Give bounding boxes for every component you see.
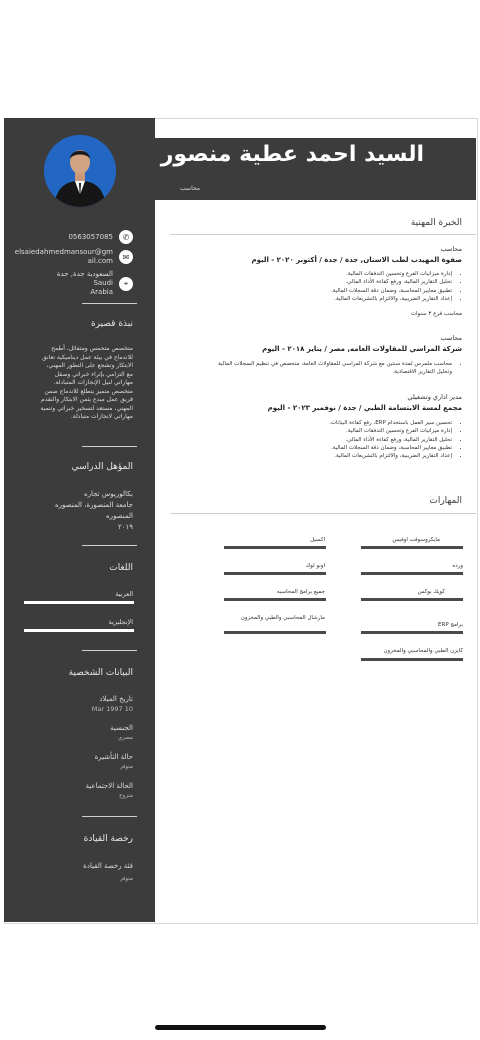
education-university: جامعة المنصورة، المنصوره bbox=[55, 501, 133, 509]
job-2-company: شركة المراسي للمقاولات العامه, مصر / يناير ٢٠١٨ - اليوم bbox=[262, 345, 462, 353]
field-value: متوفر bbox=[119, 764, 133, 770]
license-info bbox=[83, 860, 133, 886]
profile-title: نبذة قصيرة bbox=[90, 319, 133, 329]
name-header bbox=[155, 138, 476, 200]
skills-title: المهارات bbox=[429, 496, 462, 506]
job-2-duties bbox=[218, 360, 462, 377]
field-label: الحالة الاجتماعية bbox=[85, 782, 133, 790]
personal-title: البيانات الشخصية bbox=[68, 668, 133, 678]
education-text bbox=[55, 489, 133, 533]
language-arabic: العربية bbox=[115, 590, 133, 598]
profile-line: متخصص متحمس ومتفائل، أطمح bbox=[51, 345, 133, 352]
language-level-bar bbox=[24, 629, 134, 632]
languages-title: اللغات bbox=[109, 563, 133, 573]
skill-label: اونو لوك bbox=[305, 563, 325, 569]
job-title: محاسب bbox=[180, 185, 200, 192]
divider bbox=[82, 446, 137, 447]
address-line-1: السعودية جدة, جدة bbox=[56, 270, 113, 278]
language-english: الإنجليزية bbox=[108, 618, 133, 626]
duty-item-continued: وتحليل التقارير الاقتصادية. bbox=[392, 369, 452, 376]
skill-level-bar bbox=[361, 598, 463, 601]
profile-line: فريق عمل مبدع يثمن الابتكار والتقدم bbox=[41, 396, 133, 403]
skill-label: ورده bbox=[452, 563, 463, 569]
profile-line: مهاراتي لانجازات متبادلة. bbox=[70, 413, 133, 420]
job-1-company: صفوة المهيدب لطب الاسنان, جدة / جدة / أكتوبر ٢٠٢٠ - اليوم bbox=[251, 256, 462, 264]
duty-item: • إعداد التقارير الضريبية، والالتزام بالتشريعات المالية. bbox=[329, 452, 452, 460]
personal-dob bbox=[92, 694, 133, 714]
address-line-3: Arabia bbox=[90, 288, 113, 296]
education-city: المنصوره bbox=[106, 512, 133, 520]
email-line-1: elsaiedahmedmansour@gm bbox=[14, 248, 113, 256]
person-name: السيد احمد عطية منصور bbox=[160, 142, 424, 167]
skill-level-bar bbox=[361, 546, 463, 549]
license-value: متوفر bbox=[119, 876, 133, 882]
duty-item: • تحسين سير العمل باستخدام ERP، رفع كفاءة البيانات. bbox=[329, 419, 452, 427]
email-text bbox=[15, 248, 113, 266]
duty-item: • تحليل التقارير المالية، ورفع كفاءة الأداء المالي. bbox=[331, 278, 452, 286]
education-year: ٢٠١٩ bbox=[117, 523, 133, 531]
duty-item: • إدارة ميزانيات الفرع وتحسين التدفقات المالية. bbox=[331, 270, 452, 278]
experience-title: الخبرة المهنية bbox=[410, 218, 462, 228]
skill-label: جميع برامج المحاسبه bbox=[276, 589, 325, 595]
job-1-duties bbox=[331, 270, 462, 303]
skill-level-bar bbox=[361, 658, 463, 661]
duty-item: • إدارة ميزانيات الفرع وتحسين التدفقات المالية. bbox=[329, 427, 452, 435]
education-title: المؤهل الدراسي bbox=[71, 462, 133, 472]
job-2-role: محاسب bbox=[440, 334, 462, 342]
section-divider bbox=[170, 234, 476, 235]
skill-label: كويك بوكس bbox=[417, 589, 445, 595]
divider bbox=[82, 816, 137, 817]
license-label: فئة رخصة القيادة bbox=[83, 862, 133, 870]
education-degree: بكالوريوس تجاره bbox=[83, 490, 133, 498]
divider bbox=[82, 303, 137, 304]
profile-line: للاندماج في بيئة عمل ديناميكية تعانق bbox=[41, 353, 133, 361]
contact-address bbox=[57, 270, 133, 297]
sidebar bbox=[4, 118, 155, 922]
contact-email[interactable] bbox=[15, 248, 133, 266]
duty-item: • محاسب ملمرس لمدة سنتين مع شركة المراسي للمقاولات العامة، متخصص في تنظيم السجلات المالية bbox=[218, 360, 452, 368]
skill-label: برامج ERP bbox=[438, 622, 463, 628]
job-3-duties bbox=[329, 419, 462, 460]
profile-text bbox=[18, 345, 133, 422]
field-label: حالة التأشيرة bbox=[94, 753, 133, 761]
job-3-role: مدير اداري وتشغيلي bbox=[407, 393, 462, 401]
location-icon: ⌖ bbox=[119, 277, 133, 291]
language-level-bar bbox=[24, 601, 134, 604]
email-line-2: ail.com bbox=[87, 257, 113, 265]
field-value: متزوج bbox=[119, 793, 133, 799]
duty-item: • تطبيق معايير المحاسبة، وضمان دقة السجلات المالية. bbox=[329, 444, 452, 452]
profile-line: المهني، مستعد لتسخير خبراتي وتنمية bbox=[40, 404, 133, 412]
profile-line: مهاراتي لنيل الإنجازات المتبادلة. bbox=[53, 379, 133, 386]
skill-level-bar bbox=[361, 631, 463, 634]
field-label: الجنسية bbox=[110, 724, 133, 732]
duty-item: • إعداد التقارير الضريبية، والالتزام بالتشريعات المالية. bbox=[331, 295, 452, 303]
duty-item: • تحليل التقارير المالية، ورفع كفاءة الأداء المالي. bbox=[329, 436, 452, 444]
phone-text: 0563057085 bbox=[68, 232, 113, 241]
divider bbox=[82, 545, 137, 546]
phone-icon: ✆ bbox=[119, 230, 133, 244]
profile-line: متخصص متميز يتطلع للاندماج ضمن bbox=[44, 387, 133, 395]
personal-marital bbox=[86, 781, 133, 801]
field-value: 10 Mar 1997 bbox=[91, 705, 133, 713]
skill-label: كايزن الطبي والمحاسبي والمخزون bbox=[383, 648, 463, 654]
field-label: تاريخ الميلاد bbox=[99, 695, 133, 703]
skill-level-bar bbox=[224, 598, 326, 601]
profile-line: مع التزامي بإثراء خبراتي وصقل bbox=[54, 370, 133, 378]
divider bbox=[82, 650, 137, 651]
profile-line: الابتكار وتشجع على التطور المهني، bbox=[46, 362, 133, 369]
skill-level-bar bbox=[361, 572, 463, 575]
license-title: رخصة القيادة bbox=[83, 834, 133, 844]
job-1-note: محاسب فرع ٣ سنوات bbox=[410, 311, 462, 317]
skill-level-bar bbox=[224, 546, 326, 549]
avatar-figure bbox=[44, 135, 116, 207]
skill-level-bar bbox=[224, 631, 326, 634]
contact-phone[interactable] bbox=[68, 230, 133, 244]
skill-label: اكسيل bbox=[310, 537, 325, 543]
personal-visa bbox=[95, 752, 133, 772]
job-3-company: مجمع لمسة الابتسامة الطبي / جدة / نوفمبر ٢٠٢٣ - اليوم bbox=[267, 404, 462, 412]
duty-item: • تطبيق معايير المحاسبة، وضمان دقة السجلات المالية. bbox=[331, 287, 452, 295]
email-icon: ✉ bbox=[119, 250, 133, 264]
address-line-2: Saudi bbox=[93, 279, 113, 287]
job-1-role: محاسب bbox=[440, 245, 462, 253]
personal-nationality bbox=[110, 723, 133, 743]
profile-photo bbox=[44, 135, 116, 207]
skill-level-bar bbox=[224, 572, 326, 575]
field-value: مصري bbox=[117, 735, 133, 741]
home-indicator[interactable] bbox=[155, 1025, 326, 1030]
section-divider bbox=[170, 513, 476, 514]
skill-label: مارشال المحاسبي والطبي والمخزون bbox=[240, 615, 325, 621]
address-text bbox=[57, 270, 113, 297]
skill-label: مايكروسوفت اوفيس bbox=[392, 537, 440, 543]
